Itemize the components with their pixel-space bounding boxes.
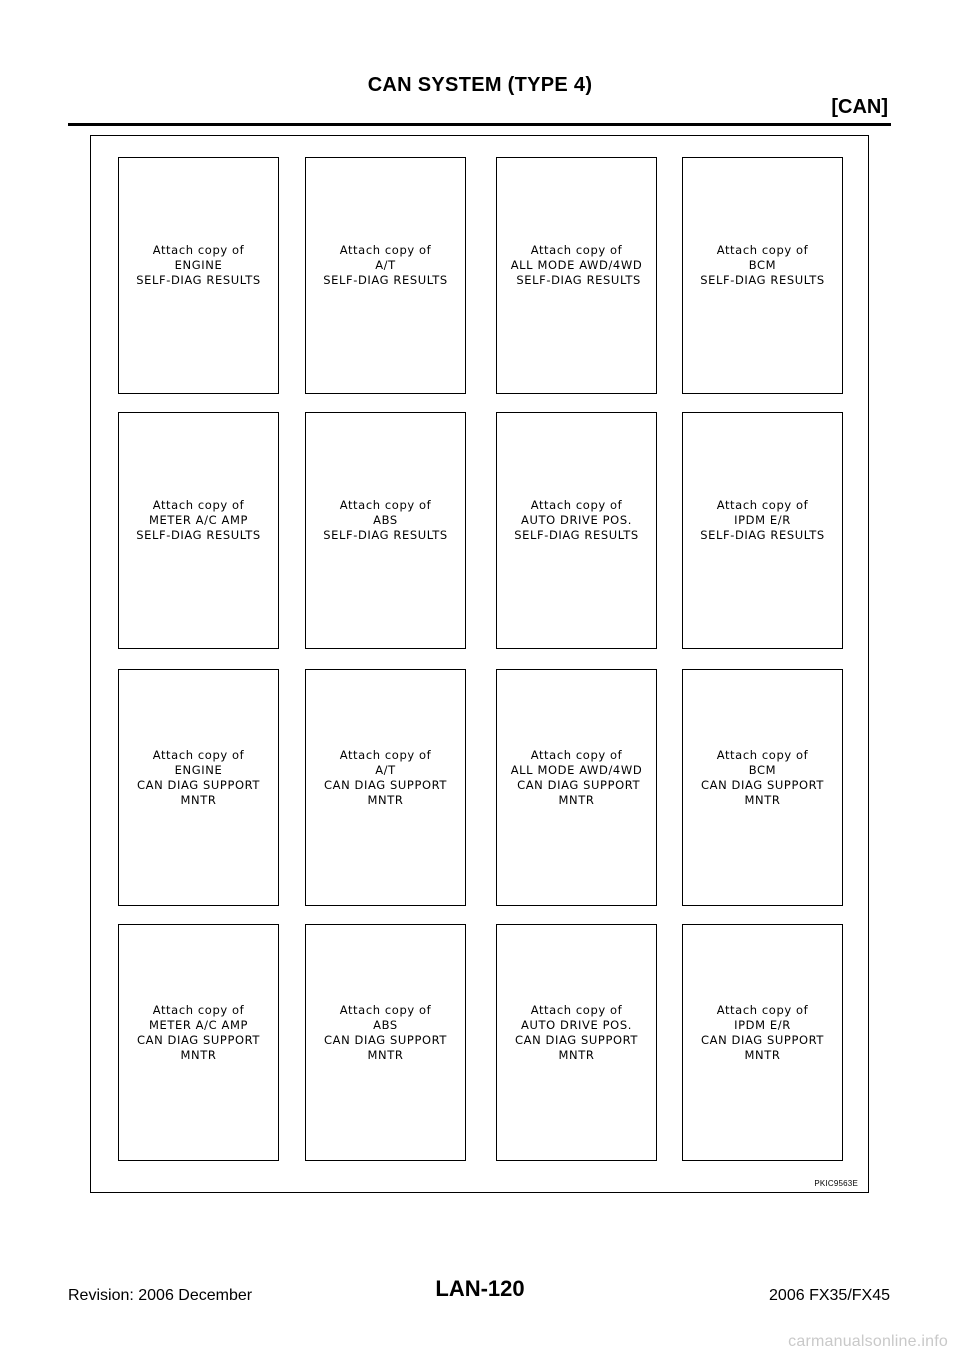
attach-copy-label xyxy=(700,498,825,543)
attach-copy-label xyxy=(324,748,447,808)
attach-copy-line: MNTR xyxy=(180,792,217,807)
attach-copy-line: Attach copy of xyxy=(339,747,432,762)
attach-copy-label xyxy=(324,1003,447,1063)
attach-copy-line: IPDM E/R xyxy=(734,513,791,527)
attach-copy-box xyxy=(682,669,843,906)
attach-copy-label xyxy=(136,498,261,543)
attach-copy-box xyxy=(305,924,466,1161)
attach-copy-line: Attach copy of xyxy=(339,1002,432,1017)
attach-copy-box xyxy=(305,157,466,394)
attach-copy-label xyxy=(323,498,448,543)
attach-copy-label xyxy=(137,1003,260,1063)
attach-copy-line: ABS xyxy=(373,1017,398,1032)
attach-copy-label xyxy=(136,243,261,288)
attach-copy-line: Attach copy of xyxy=(530,498,623,512)
attach-copy-line: SELF-DIAG RESULTS xyxy=(323,273,448,287)
attach-copy-label xyxy=(701,748,824,808)
attach-copy-line: SELF-DIAG RESULTS xyxy=(512,273,641,287)
vehicle-model: 2006 FX35/FX45 xyxy=(769,1287,890,1304)
attach-copy-label xyxy=(515,1003,638,1063)
attach-copy-line: ALL MODE AWD/4WD xyxy=(510,258,643,272)
attach-copy-line: Attach copy of xyxy=(152,498,245,512)
attach-copy-label xyxy=(137,748,260,808)
watermark: carmanualsonline.info xyxy=(788,1333,948,1350)
attach-copy-line: A/T xyxy=(375,762,396,777)
attach-copy-line: BCM xyxy=(748,762,777,777)
attach-copy-line: METER A/C AMP xyxy=(148,513,249,527)
attach-copy-label xyxy=(701,1003,824,1063)
attach-copy-box xyxy=(118,669,279,906)
attach-copy-line: Attach copy of xyxy=(716,243,809,257)
attach-copy-line: CAN DIAG SUPPORT xyxy=(136,1032,261,1047)
page-title: CAN SYSTEM (TYPE 4) xyxy=(367,74,593,96)
attach-copy-line: SELF-DIAG RESULTS xyxy=(700,528,825,542)
attach-copy-line: ALL MODE AWD/4WD xyxy=(510,762,643,777)
attach-copy-box xyxy=(118,157,279,394)
figure-frame xyxy=(90,135,869,1193)
attach-copy-line: AUTO DRIVE POS. xyxy=(521,513,632,527)
attach-copy-box xyxy=(496,669,657,906)
attach-copy-box xyxy=(496,157,657,394)
attach-copy-box xyxy=(682,157,843,394)
attach-copy-line: BCM xyxy=(748,258,777,272)
figure-code: PKIC9563E xyxy=(814,1179,858,1188)
attach-copy-line: Attach copy of xyxy=(152,243,245,257)
attach-copy-line: CAN DIAG SUPPORT xyxy=(136,777,261,792)
page-number: LAN-120 xyxy=(435,1276,525,1301)
attach-copy-label xyxy=(700,243,825,288)
attach-copy-line: SELF-DIAG RESULTS xyxy=(700,273,825,287)
attach-copy-line: Attach copy of xyxy=(339,243,432,257)
attach-copy-line: MNTR xyxy=(180,1047,217,1062)
attach-copy-line: Attach copy of xyxy=(530,1002,623,1017)
attach-copy-label xyxy=(514,498,639,543)
attach-copy-line: SELF-DIAG RESULTS xyxy=(136,528,261,542)
header-rule xyxy=(68,123,891,126)
attach-copy-line: MNTR xyxy=(558,792,595,807)
attach-copy-label xyxy=(511,748,643,808)
attach-copy-line: ENGINE xyxy=(174,258,223,272)
attach-copy-line: CAN DIAG SUPPORT xyxy=(323,777,448,792)
attach-copy-label xyxy=(511,243,643,288)
attach-copy-line: MNTR xyxy=(744,1047,781,1062)
attach-copy-line: MNTR xyxy=(744,792,781,807)
attach-copy-line: Attach copy of xyxy=(530,747,623,762)
attach-copy-line: Attach copy of xyxy=(530,243,623,257)
attach-copy-line: CAN DIAG SUPPORT xyxy=(700,1032,825,1047)
attach-copy-line: Attach copy of xyxy=(152,1002,245,1017)
attach-copy-line: SELF-DIAG RESULTS xyxy=(136,273,261,287)
attach-copy-box xyxy=(682,412,843,649)
section-tag: [CAN] xyxy=(831,96,888,118)
attach-copy-line: Attach copy of xyxy=(716,1002,809,1017)
attach-copy-line: CAN DIAG SUPPORT xyxy=(700,777,825,792)
attach-copy-line: MNTR xyxy=(367,792,404,807)
attach-copy-line: MNTR xyxy=(558,1047,595,1062)
attach-copy-line: AUTO DRIVE POS. xyxy=(521,1017,632,1032)
attach-copy-line: CAN DIAG SUPPORT xyxy=(512,777,641,792)
attach-copy-line: ENGINE xyxy=(174,762,223,777)
attach-copy-box xyxy=(118,412,279,649)
attach-copy-line: ABS xyxy=(373,513,398,527)
attach-copy-box xyxy=(496,924,657,1161)
attach-copy-line: CAN DIAG SUPPORT xyxy=(323,1032,448,1047)
revision-date: Revision: 2006 December xyxy=(68,1287,253,1304)
attach-copy-line: MNTR xyxy=(367,1047,404,1062)
attach-copy-line: Attach copy of xyxy=(716,747,809,762)
attach-copy-line: Attach copy of xyxy=(152,747,245,762)
attach-copy-line: SELF-DIAG RESULTS xyxy=(514,528,639,542)
attach-copy-line: Attach copy of xyxy=(339,498,432,512)
attach-copy-line: Attach copy of xyxy=(716,498,809,512)
attach-copy-box xyxy=(496,412,657,649)
attach-copy-box xyxy=(305,412,466,649)
attach-copy-box xyxy=(305,669,466,906)
attach-copy-line: SELF-DIAG RESULTS xyxy=(323,528,448,542)
attach-copy-box xyxy=(118,924,279,1161)
attach-copy-line: IPDM E/R xyxy=(734,1017,791,1032)
attach-copy-line: CAN DIAG SUPPORT xyxy=(514,1032,639,1047)
attach-copy-label xyxy=(323,243,448,288)
attach-copy-line: A/T xyxy=(375,258,396,272)
attach-copy-line: METER A/C AMP xyxy=(148,1017,249,1032)
attach-copy-box xyxy=(682,924,843,1161)
